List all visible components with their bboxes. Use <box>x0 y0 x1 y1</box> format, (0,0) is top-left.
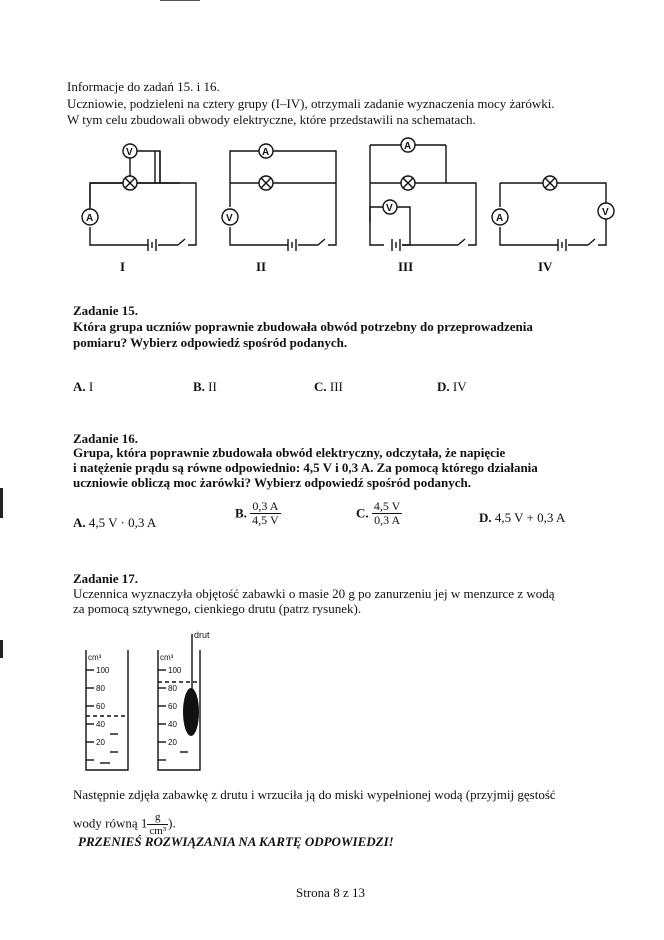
svg-text:A: A <box>262 147 270 158</box>
task16-question: uczniowie obliczą moc żarówki? Wybierz odpowiedź spośród podanych. <box>73 475 471 490</box>
toy-object <box>183 688 199 736</box>
task17-text: za pomocą sztywnego, cienkiego drutu (patrz rysunek). <box>73 601 362 616</box>
circuit-I <box>90 151 196 251</box>
task16-option-d[interactable]: D. 4,5 V + 0,3 A <box>479 510 566 525</box>
svg-text:80: 80 <box>168 684 177 693</box>
task15-question: Która grupa uczniów poprawnie zbudowała obwód potrzebny do przeprowadzenia <box>73 319 533 334</box>
scan-edge-mark <box>0 488 3 518</box>
intro-line: W tym celu zbudowali obwody elektryczne, które przedstawili na schematach. <box>67 112 476 127</box>
circuit-diagrams <box>60 135 620 280</box>
task16-option-b[interactable]: B. $\frac{0,3 A}{4,5 V}$ <box>235 499 279 527</box>
task16-question: Grupa, która poprawnie zbudowała obwód elektryczny, odczytała, że napięcie <box>73 445 506 460</box>
intro-heading: Informacje do zadań 15. i 16. <box>67 79 220 94</box>
unit-label: cm³ <box>160 653 174 662</box>
circuit-III <box>370 145 476 251</box>
circuit-label: I <box>120 259 126 274</box>
task15-option-d[interactable]: D. IV <box>437 379 467 394</box>
circuit-II <box>230 151 336 251</box>
intro-line: Uczniowie, podzieleni na cztery grupy (I–IV), otrzymali zadanie wyznaczenia mocy żarówki. <box>67 96 555 111</box>
task15-option-a[interactable]: A. I <box>73 379 94 394</box>
svg-text:A: A <box>86 213 94 224</box>
task16-title: Zadanie 16. <box>73 431 139 446</box>
task17-title: Zadanie 17. <box>73 571 139 586</box>
task17-density: wody równą 1 $\frac{g}{\text{cm³}}$ ). <box>73 811 176 837</box>
svg-text:80: 80 <box>96 684 105 693</box>
circuit-label: II <box>256 259 267 274</box>
top-rule <box>160 0 200 1</box>
circuit-IV <box>500 183 606 251</box>
task16-question: i natężenie prądu są równe odpowiednio: 4,5 V i 0,3 A. Za pomocą którego działania <box>73 460 538 475</box>
svg-text:100: 100 <box>96 666 110 675</box>
page-number: Strona 8 z 13 <box>296 885 365 900</box>
svg-text:V: V <box>386 203 393 214</box>
circuit-label: III <box>398 259 414 274</box>
svg-text:V: V <box>126 147 133 158</box>
task15-option-c[interactable]: C. III <box>314 379 343 394</box>
svg-text:20: 20 <box>96 738 105 747</box>
task17-text: Uczennica wyznaczyła objętość zabawki o masie 20 g po zanurzeniu jej w menzurce z wodą <box>73 586 555 601</box>
unit-label: cm³ <box>88 653 102 662</box>
wire-label: drut <box>194 630 210 640</box>
svg-text:20: 20 <box>168 738 177 747</box>
svg-text:60: 60 <box>168 702 177 711</box>
svg-text:100: 100 <box>168 666 182 675</box>
svg-text:V: V <box>602 207 609 218</box>
instruction-text: PRZENIEŚ ROZWIĄZANIA NA KARTĘ ODPOWIEDZI! <box>78 834 394 849</box>
svg-text:A: A <box>496 213 504 224</box>
svg-text:V: V <box>226 213 233 224</box>
task16-option-a[interactable]: A. 4,5 V · 0,3 A <box>73 515 157 530</box>
svg-text:40: 40 <box>168 720 177 729</box>
measuring-cylinders <box>80 630 250 780</box>
task15-title: Zadanie 15. <box>73 303 139 318</box>
task15-option-b[interactable]: B. II <box>193 379 217 394</box>
circuit-label: IV <box>538 259 553 274</box>
task16-option-c[interactable]: C. $\frac{4,5 V}{0,3 A}$ <box>356 499 401 527</box>
svg-text:A: A <box>404 141 412 152</box>
task17-text: Następnie zdjęła zabawkę z drutu i wrzuciła ją do miski wypełnionej wodą (przyjmij gęstość <box>73 787 556 802</box>
scan-edge-mark <box>0 640 3 658</box>
svg-text:60: 60 <box>96 702 105 711</box>
svg-text:40: 40 <box>96 720 105 729</box>
task15-question: pomiaru? Wybierz odpowiedź spośród podanych. <box>73 335 348 350</box>
